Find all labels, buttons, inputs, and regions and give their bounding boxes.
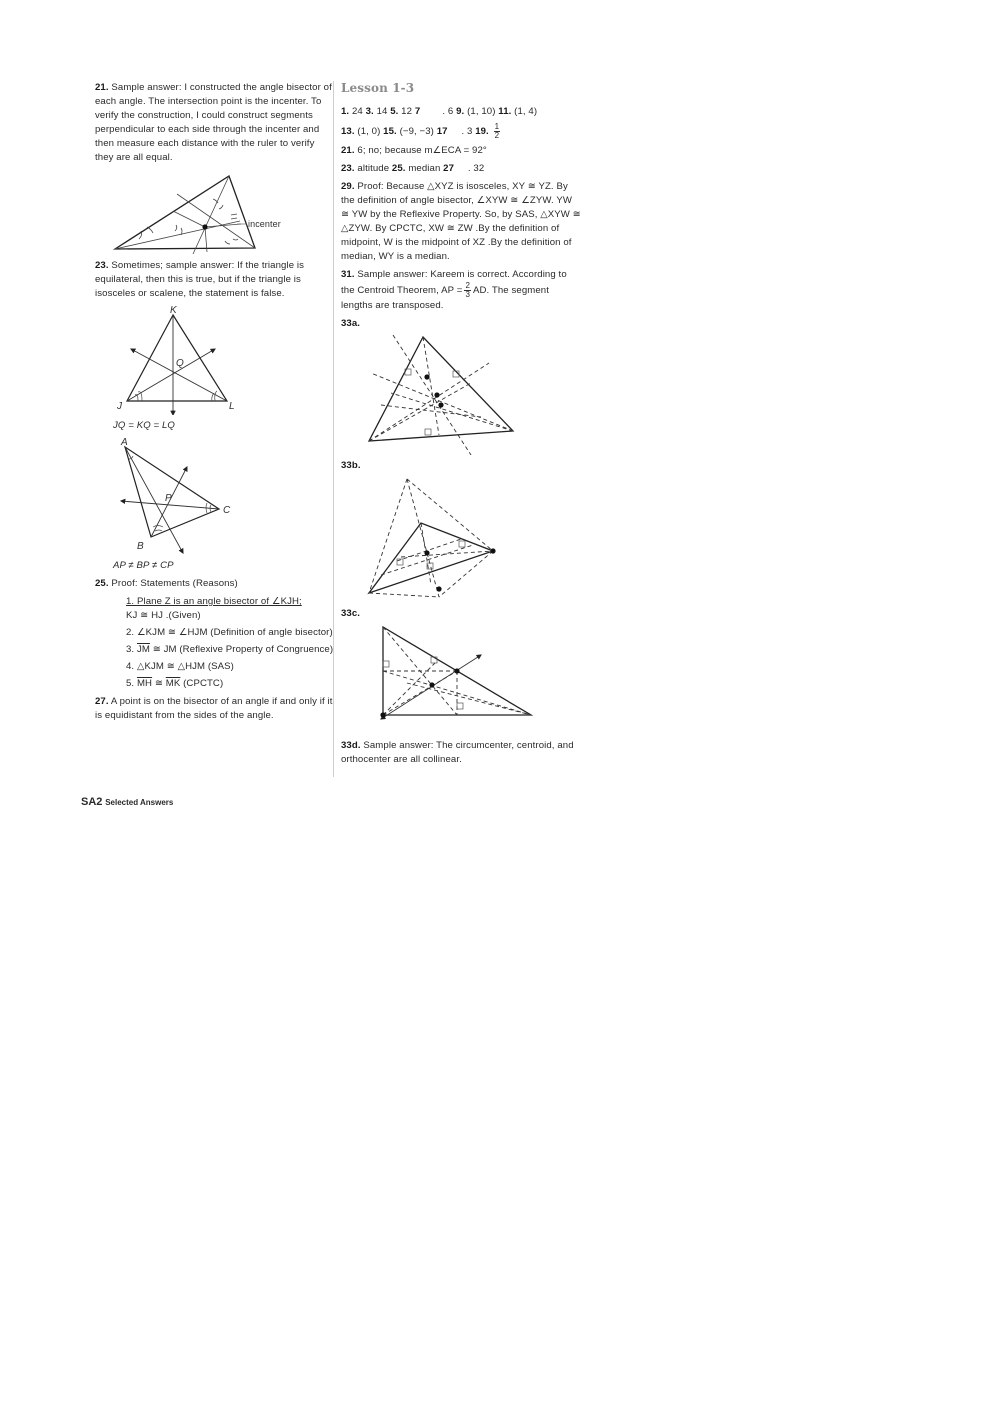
proof-step-3: 3. $\overline{JM}$ ≅ JM (Reflexive Property of Congruence) <box>126 644 334 655</box>
answers-line-3: 21. 6; no; because m∠ECA = 92° <box>341 145 487 156</box>
answer-29 <box>341 180 581 264</box>
label-a: A <box>121 437 128 448</box>
label-k: K <box>170 305 177 316</box>
answer-23-text: Sometimes; sample answer: If the triangle is equilateral, then this is true, but if the triangle is isosceles or scalene, the statement is false. <box>95 260 305 299</box>
triangle-jkl-figure <box>107 305 307 415</box>
label-33c: 33c. <box>341 608 361 619</box>
answer-27-number: 27. <box>95 696 109 707</box>
fraction-one-half: $\frac{1}{2}$ <box>494 122 500 140</box>
answers-line-2: 13. (1, 0) 15. (−9, −3) 17 . 3 19. $\frac{1}{2}$ <box>341 122 500 140</box>
answers-line-1: 1. 24 3. 14 5. 12 7 . 6 9. (1, 10) 11. (1, 4) <box>341 106 538 117</box>
answer-21-number: 21. <box>95 82 109 93</box>
proof-step-5: 5. $\overline{MH}$ ≅ $\overline{MK}$ (CPCTC) <box>126 678 224 689</box>
answer-21-text: Sample answer: I constructed the angle bisector of each angle. The intersection point is the incenter. To verify the construction, I could construct segments perpendicular to each side through the incenter and then measure each distance with the ruler to verify they are all equal. <box>95 82 332 163</box>
figure-33b <box>341 475 541 603</box>
right-column <box>341 81 581 771</box>
left-column <box>95 81 335 727</box>
answers-line-4: 23. altitude 25. median 27 . 32 <box>341 163 485 174</box>
answer-31: 31. Sample answer: Kareem is correct. According to the Centroid Theorem, AP = $\frac{2}{3}$ AD. The segment lengths are transposed. <box>341 269 567 311</box>
proof-step-4: 4. △KJM ≅ △HJM (SAS) <box>126 661 234 672</box>
figure-33a <box>341 333 541 455</box>
answer-29-number: 29. <box>341 181 355 192</box>
figure-33c <box>341 623 541 733</box>
incenter-label: incenter <box>248 219 281 229</box>
answer-29-text: Proof: Because △XYZ is isosceles, XY ≅ YZ. By the definition of angle bisector, ∠XYW ≅ ∠ZYW. YW ≅ YW by the Reflexive Property. So, by SAS, △XYW ≅ △ZYW. By CPCTC, XW ≅ ZW .By the definition of midpoint, W is the midpoint of XZ .By the definition of median, WY is a median. <box>341 181 581 262</box>
answer-33d-number: 33d. <box>341 740 361 751</box>
answer-25 <box>95 577 335 591</box>
fraction-two-thirds: $\frac{2}{3}$ <box>465 281 471 299</box>
answer-21 <box>95 81 335 165</box>
section-name: Selected Answers <box>105 798 174 807</box>
answer-25-text: Proof: Statements (Reasons) <box>111 578 238 589</box>
label-33a: 33a. <box>341 318 361 329</box>
triangle-abc-figure <box>107 437 307 555</box>
label-q: Q <box>176 358 184 369</box>
page-footer <box>81 796 173 808</box>
answer-33d <box>341 739 581 767</box>
label-p: P <box>165 493 172 504</box>
label-b: B <box>137 541 144 552</box>
label-j: J <box>117 401 123 412</box>
lesson-title: Lesson 1-3 <box>341 81 415 95</box>
equation-ap-bp-cp: AP ≠ BP ≠ CP <box>113 560 174 571</box>
label-l: L <box>229 401 235 412</box>
incenter-figure <box>95 169 295 255</box>
answer-27 <box>95 695 335 723</box>
label-c: C <box>223 505 231 516</box>
answer-31-number: 31. <box>341 269 355 280</box>
answer-27-text: A point is on the bisector of an angle if and only if it is equidistant from the sides of the angle. <box>95 696 333 721</box>
proof-step-2: 2. ∠KJM ≅ ∠HJM (Definition of angle bisector) <box>126 627 333 638</box>
label-33b: 33b. <box>341 460 361 471</box>
proof-statements <box>126 595 335 691</box>
equation-jq-kq-lq: JQ = KQ = LQ <box>113 420 175 431</box>
answer-23-number: 23. <box>95 260 109 271</box>
answer-25-number: 25. <box>95 578 109 589</box>
triangle-outline <box>115 176 255 249</box>
proof-step-1: 1. Plane Z is an angle bisector of ∠KJH; KJ ≅ HJ .(Given) <box>126 596 302 621</box>
page-number: SA2 <box>81 796 103 808</box>
incenter-point <box>202 224 207 229</box>
answer-33d-text: Sample answer: The circumcenter, centroid, and orthocenter are all collinear. <box>341 740 574 765</box>
answer-23 <box>95 259 335 301</box>
